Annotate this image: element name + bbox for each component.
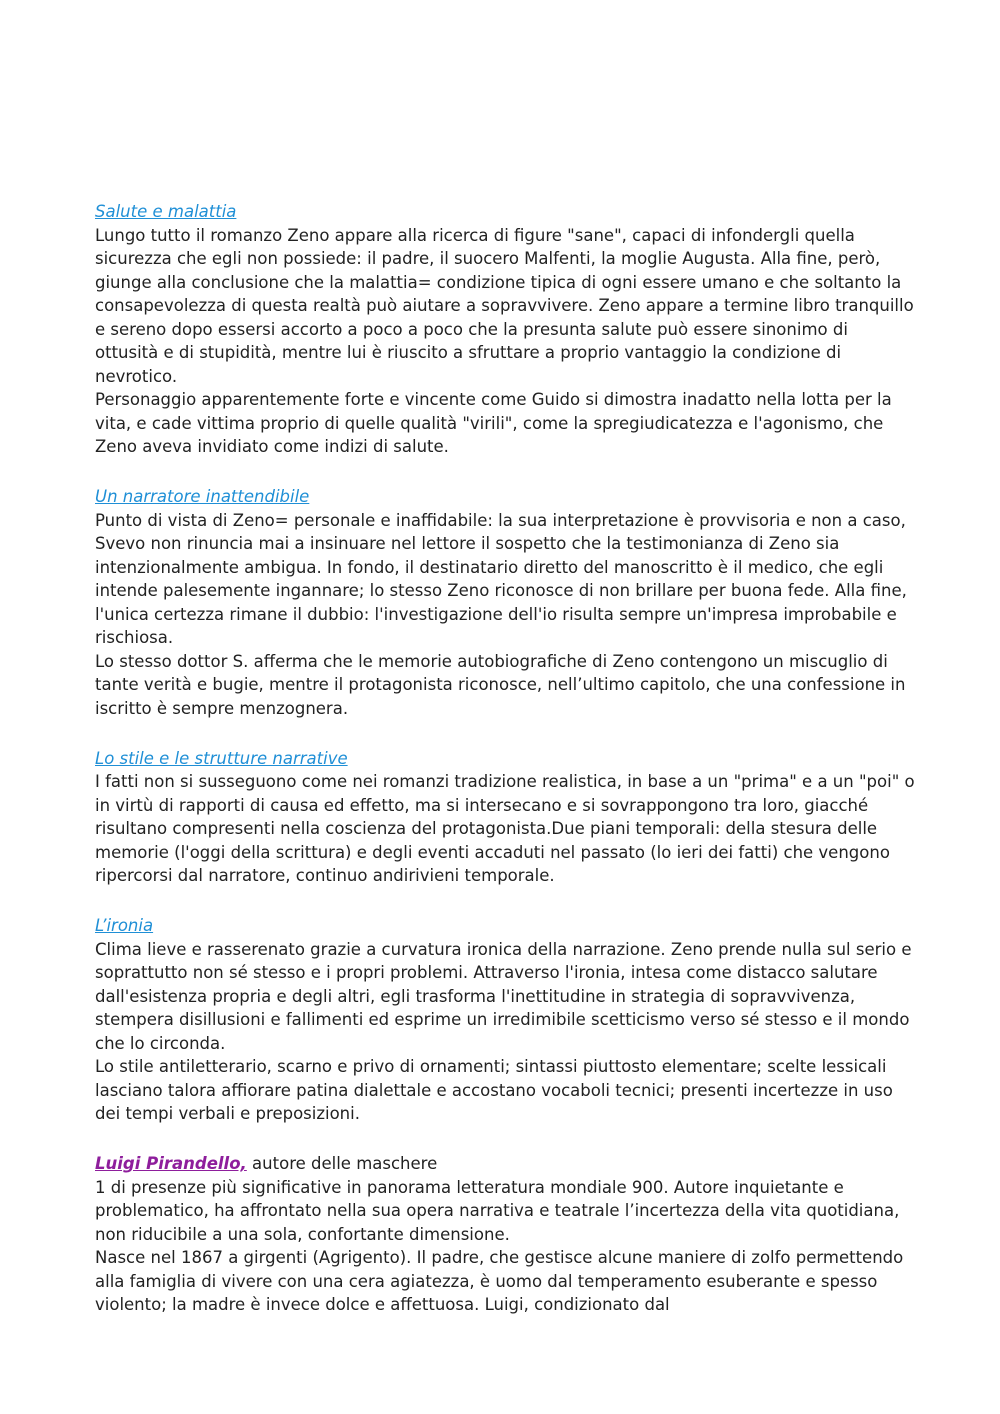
paragraph: Nasce nel 1867 a girgenti (Agrigento). Il padre, che gestisce alcune maniere di zolfo permettendo alla famiglia di vivere con una cera agiatezza, è uomo dal temperamento esuberante e spesso violento; la madre è invece dolce e affettuosa. Luigi, condizionato dal [95,1248,904,1314]
section-heading: Un narratore inattendibile [95,487,310,506]
section-stile-strutture-narrative [95,747,915,888]
paragraph: Lo stile antiletterario, scarno e privo di ornamenti; sintassi piuttosto elementare; scelte lessicali lasciano talora affiorare patina dialettale e accostano vocaboli tecnici; presenti incertezze in uso dei tempi verbali e preposizioni. [95,1057,893,1123]
section-luigi-pirandello [95,1152,915,1317]
paragraph: Punto di vista di Zeno= personale e inaffidabile: la sua interpretazione è provvisoria e non a caso, Svevo non rinuncia mai a insinuare nel lettore il sospetto che la testimonianza di Zeno sia intenzionalmente ambigua. In fondo, il destinatario diretto del manoscritto è il medico, che egli intende palesemente ingannare; lo stesso Zeno riconosce di non brillare per buona fede. Alla fine, l'unica certezza rimane il dubbio: l'investigazione dell'io risulta sempre un'impresa improbabile e rischiosa. [95,510,907,647]
section-ironia [95,914,915,1126]
paragraph: 1 di presenze più significative in panorama letteratura mondiale 900. Autore inquietante e problematico, ha affrontato nella sua opera narrativa e teatrale l’incertezza della vita quotidiana, non riducibile a una sola, confortante dimensione. [95,1177,900,1244]
section-heading: Salute e malattia [95,202,237,221]
section-heading: Lo stile e le strutture narrative [95,748,348,768]
author-name: Luigi Pirandello, [95,1154,247,1173]
section-salute-e-malattia [95,200,915,459]
paragraph: Lo stesso dottor S. afferma che le memorie autobiografiche di Zeno contengono un miscuglio di tante verità e bugie, mentre il protagonista riconosce, nell’ultimo capitolo, che una confessione in iscritto è sempre menzognera. [95,651,906,718]
section-heading: L’ironia [95,916,154,935]
section-narratore-inattendibile [95,485,915,720]
paragraph: I fatti non si susseguono come nei romanzi tradizione realistica, in base a un "prima" e a un "poi" o in virtù di rapporti di causa ed effetto, ma si intersecano e si sovrappongono tra loro, giacché risultano compresenti nella coscienza del protagonista.Due piani temporali: della stesura delle memorie (l'oggi della scrittura) e degli eventi accaduti nel passato (lo ieri dei fatti) che vengono ripercorsi dal narratore, continuo andirivieni temporale. [95,772,915,885]
author-subtitle: autore delle maschere [246,1154,438,1173]
author-heading [95,1152,915,1176]
paragraph: Personaggio apparentemente forte e vincente come Guido si dimostra inadatto nella lotta per la vita, e cade vittima proprio di quelle qualità "virili", come la spregiudicatezza e l'agonismo, che Zeno aveva invidiato come indizi di salute. [95,390,892,456]
paragraph: Clima lieve e rasserenato grazie a curvatura ironica della narrazione. Zeno prende nulla sul serio e soprattutto non sé stesso e i propri problemi. Attraverso l'ironia, intesa come distacco salutare dall'esistenza propria e degli altri, egli trasforma l'inettitudine in strategia di sopravvivenza, stempera disillusioni e fallimenti ed esprime un irredimibile scetticismo verso sé stesso e il mondo che lo circonda. [95,939,912,1053]
document-body [95,200,915,1343]
paragraph: Lungo tutto il romanzo Zeno appare alla ricerca di figure "sane", capaci di infondergli quella sicurezza che egli non possiede: il padre, il suocero Malfenti, la moglie Augusta. Alla fine, però, giunge alla conclusione che la malattia= condizione tipica di ogni essere umano e che soltanto la consapevolezza di questa realtà può aiutare a sopravvivere. Zeno appare a termine libro tranquillo e sereno dopo essersi accorto a poco a poco che la presunta salute può essere sinonimo di ottusità e di stupidità, mentre lui è riuscito a sfruttare a proprio vantaggio la condizione di nevrotico. [95,225,914,386]
